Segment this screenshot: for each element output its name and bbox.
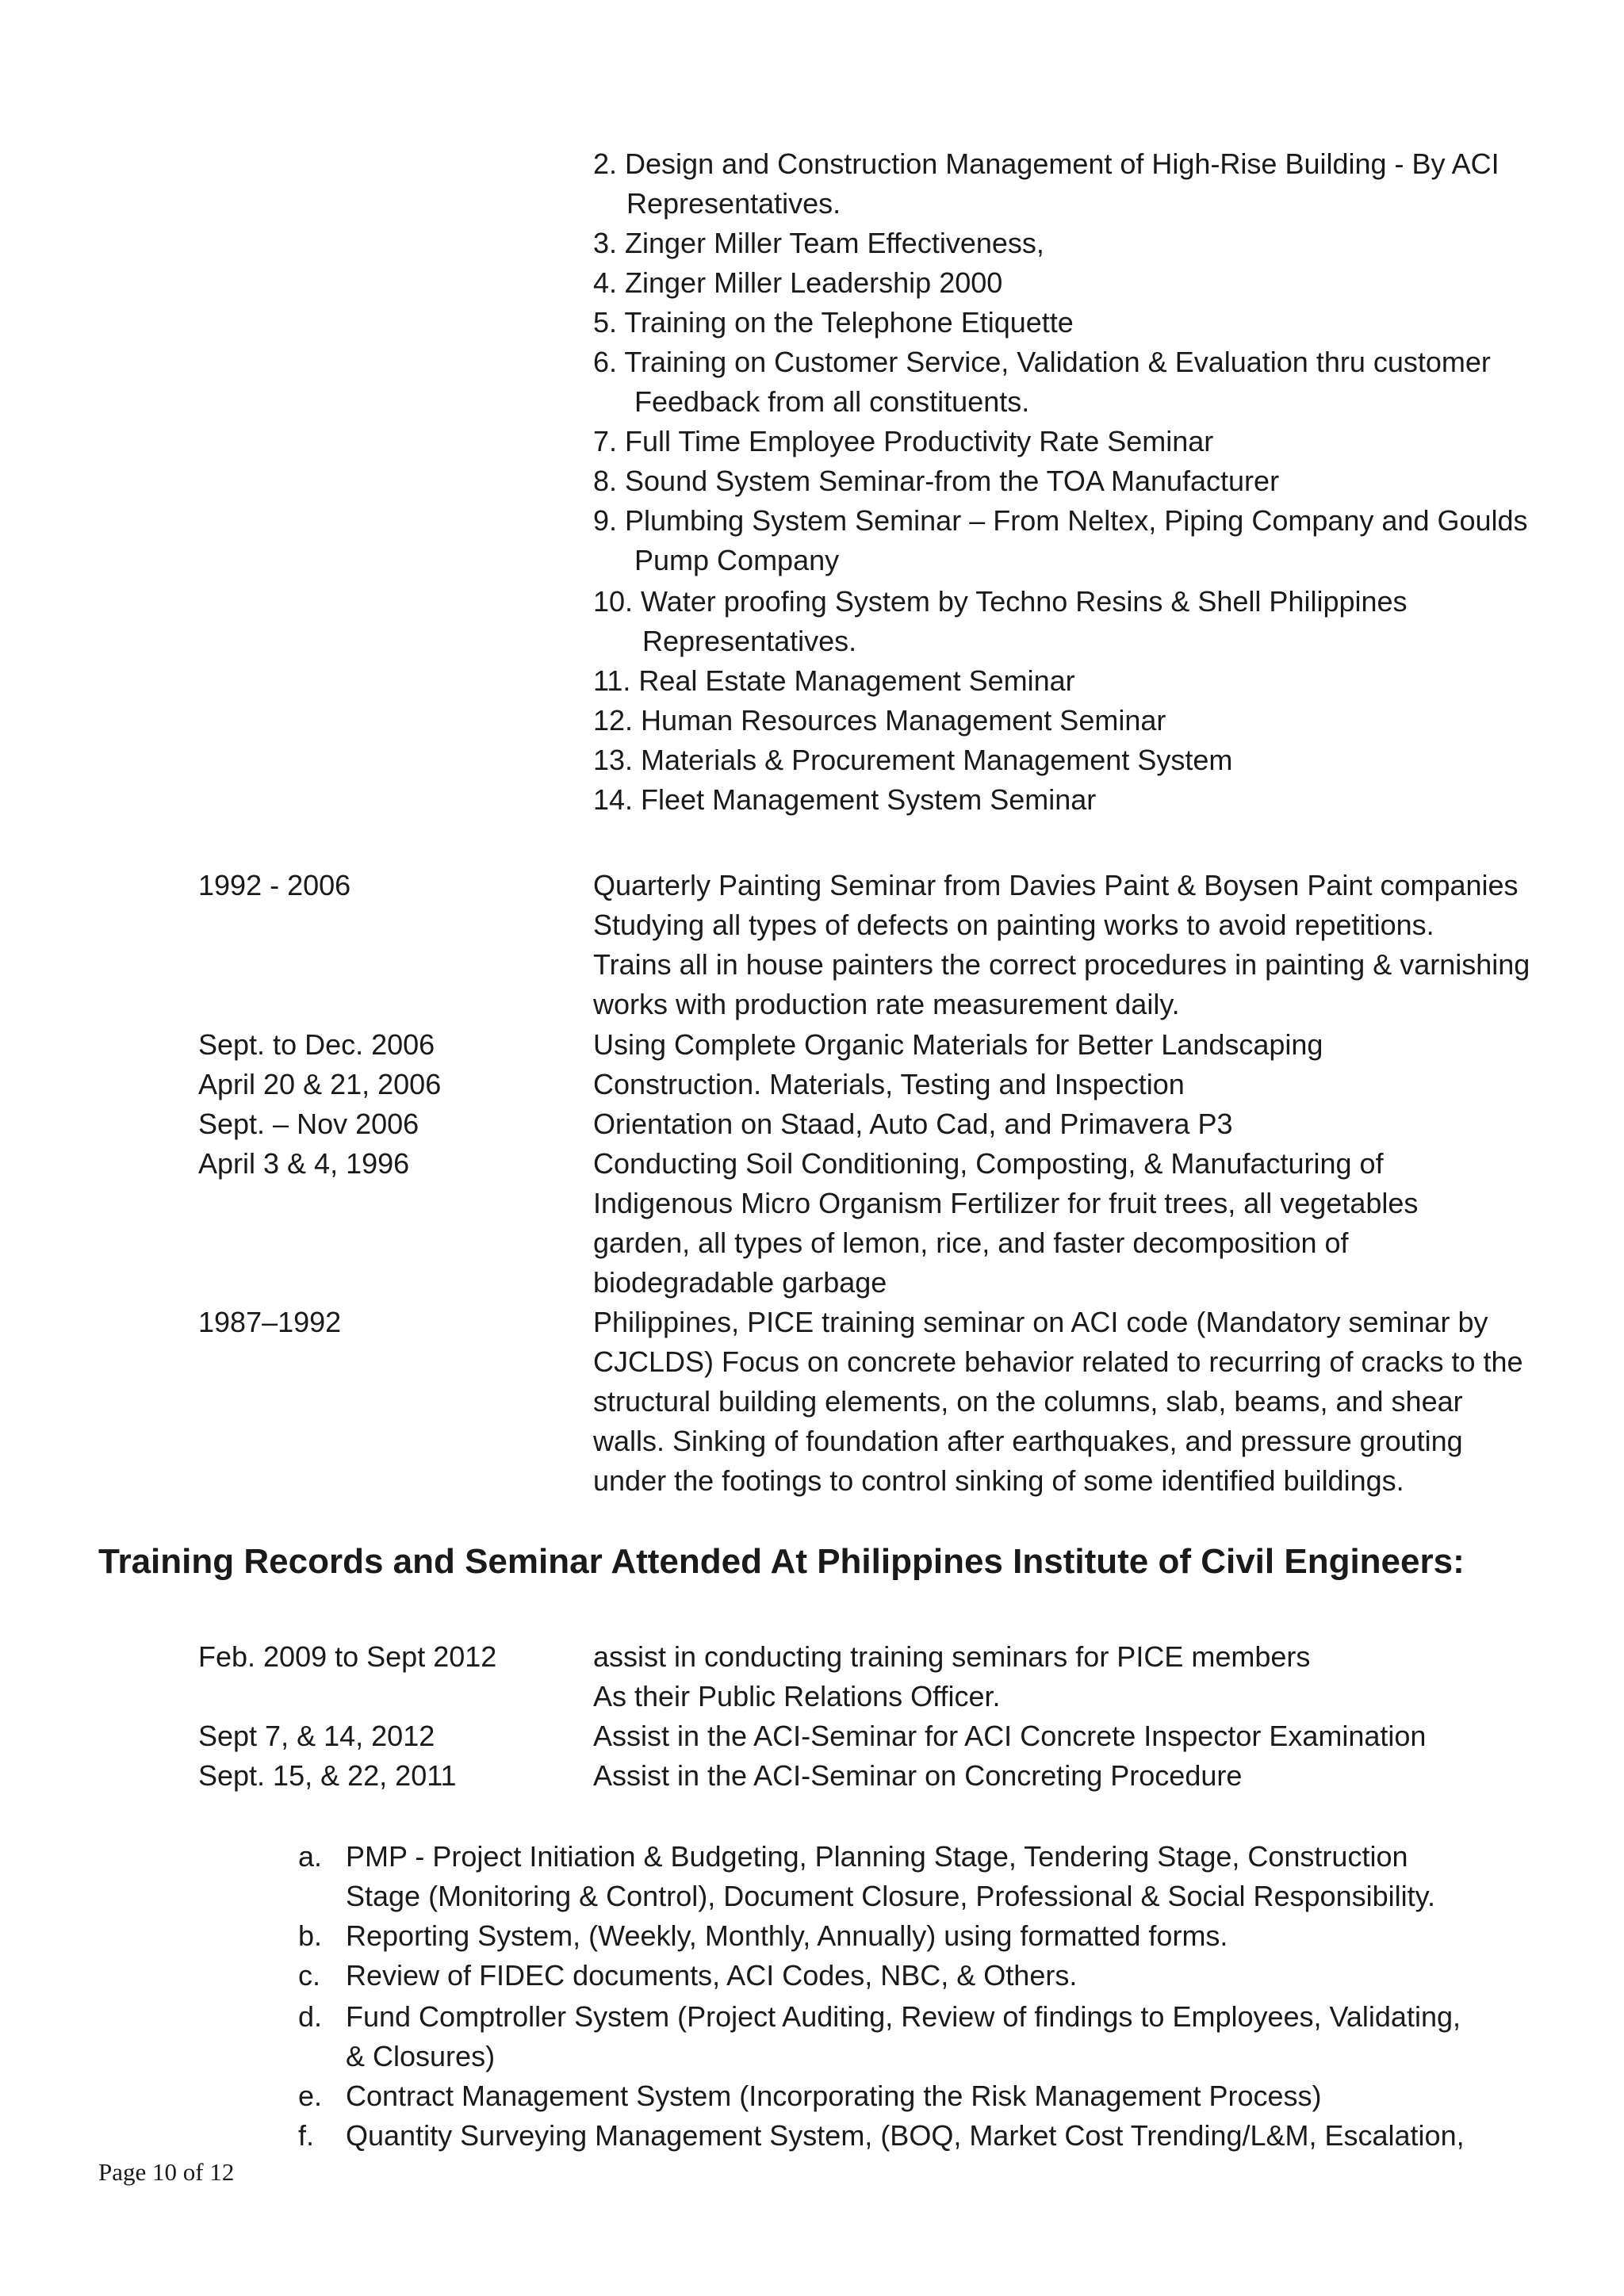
list-item: 14. Fleet Management System Seminar xyxy=(593,783,1097,816)
record-text: Orientation on Staad, Auto Cad, and Primavera P3 xyxy=(593,1108,1233,1140)
list-item: 9. Plumbing System Seminar – From Neltex, Piping Company and Goulds xyxy=(593,504,1528,537)
record-text: Using Complete Organic Materials for Better Landscaping xyxy=(593,1028,1323,1061)
list-letter: f. xyxy=(298,2119,315,2152)
record-date: Sept. 15, & 22, 2011 xyxy=(198,1759,457,1792)
record-text: Assist in the ACI-Seminar on Concreting Procedure xyxy=(593,1759,1243,1792)
record-text: garden, all types of lemon, rice, and faster decomposition of xyxy=(593,1226,1349,1259)
lettered-item-text: & Closures) xyxy=(346,2040,496,2072)
record-date: Sept 7, & 14, 2012 xyxy=(198,1720,435,1752)
record-text: Construction. Materials, Testing and Inspection xyxy=(593,1068,1185,1100)
lettered-item-text: Contract Management System (Incorporating the Risk Management Process) xyxy=(346,2080,1322,2112)
list-letter: d. xyxy=(298,2000,323,2033)
record-text: under the footings to control sinking of some identified buildings. xyxy=(593,1464,1404,1497)
record-text: works with production rate measurement daily. xyxy=(593,988,1180,1020)
record-text: walls. Sinking of foundation after earthquakes, and pressure grouting xyxy=(593,1425,1463,1457)
list-item: 11. Real Estate Management Seminar xyxy=(593,664,1075,697)
list-item: 7. Full Time Employee Productivity Rate Seminar xyxy=(593,425,1214,457)
lettered-item-text: Stage (Monitoring & Control), Document Closure, Professional & Social Responsibility. xyxy=(346,1880,1435,1912)
record-date: April 3 & 4, 1996 xyxy=(198,1147,410,1180)
list-item: 13. Materials & Procurement Management System xyxy=(593,744,1233,776)
list-item-continuation: Pump Company xyxy=(634,544,840,576)
record-date: Feb. 2009 to Sept 2012 xyxy=(198,1640,497,1673)
list-item: 6. Training on Customer Service, Validation & Evaluation thru customer xyxy=(593,346,1491,378)
lettered-item-text: Review of FIDEC documents, ACI Codes, NBC, & Others. xyxy=(346,1959,1078,1992)
record-date: Sept. to Dec. 2006 xyxy=(198,1028,435,1061)
record-date: 1992 - 2006 xyxy=(198,869,351,901)
record-text: Trains all in house painters the correct procedures in painting & varnishing xyxy=(593,948,1530,981)
list-item: 4. Zinger Miller Leadership 2000 xyxy=(593,266,1003,299)
record-text: structural building elements, on the columns, slab, beams, and shear xyxy=(593,1385,1463,1418)
list-item: 8. Sound System Seminar-from the TOA Manufacturer xyxy=(593,465,1280,497)
record-text: Indigenous Micro Organism Fertilizer for fruit trees, all vegetables xyxy=(593,1187,1419,1219)
record-text: Philippines, PICE training seminar on ACI code (Mandatory seminar by xyxy=(593,1306,1488,1338)
record-text: CJCLDS) Focus on concrete behavior related to recurring of cracks to the xyxy=(593,1345,1523,1378)
record-text: Quarterly Painting Seminar from Davies Paint & Boysen Paint companies xyxy=(593,869,1519,901)
list-item: 12. Human Resources Management Seminar xyxy=(593,704,1166,737)
list-item-continuation: Feedback from all constituents. xyxy=(634,385,1030,418)
record-text: biodegradable garbage xyxy=(593,1266,887,1299)
record-text: Studying all types of defects on painting works to avoid repetitions. xyxy=(593,909,1434,941)
page-number: Page 10 of 12 xyxy=(98,2158,235,2186)
record-text: Assist in the ACI-Seminar for ACI Concrete Inspector Examination xyxy=(593,1720,1427,1752)
list-item-continuation: Representatives. xyxy=(642,625,857,657)
record-date: Sept. – Nov 2006 xyxy=(198,1108,419,1140)
list-item: 10. Water proofing System by Techno Resins & Shell Philippines xyxy=(593,585,1408,618)
lettered-item-text: Reporting System, (Weekly, Monthly, Annually) using formatted forms. xyxy=(346,1919,1228,1952)
list-letter: c. xyxy=(298,1959,321,1992)
lettered-item-text: PMP - Project Initiation & Budgeting, Planning Stage, Tendering Stage, Construction xyxy=(346,1840,1408,1873)
list-item: 2. Design and Construction Management of High-Rise Building - By ACI xyxy=(593,147,1500,180)
lettered-item-text: Fund Comptroller System (Project Auditing, Review of findings to Employees, Validating, xyxy=(346,2000,1461,2033)
record-date: 1987–1992 xyxy=(198,1306,342,1338)
list-letter: a. xyxy=(298,1840,323,1873)
section-heading: Training Records and Seminar Attended At Philippines Institute of Civil Engineers: xyxy=(98,1542,1465,1581)
record-text: As their Public Relations Officer. xyxy=(593,1680,1001,1712)
record-date: April 20 & 21, 2006 xyxy=(198,1068,442,1100)
lettered-item-text: Quantity Surveying Management System, (BOQ, Market Cost Trending/L&M, Escalation, xyxy=(346,2119,1465,2152)
list-item: 3. Zinger Miller Team Effectiveness, xyxy=(593,227,1044,259)
list-letter: b. xyxy=(298,1919,323,1952)
list-item: 5. Training on the Telephone Etiquette xyxy=(593,306,1074,339)
record-text: assist in conducting training seminars for PICE members xyxy=(593,1640,1311,1673)
record-text: Conducting Soil Conditioning, Composting, & Manufacturing of xyxy=(593,1147,1384,1180)
list-item-continuation: Representatives. xyxy=(626,187,841,220)
list-letter: e. xyxy=(298,2080,323,2112)
